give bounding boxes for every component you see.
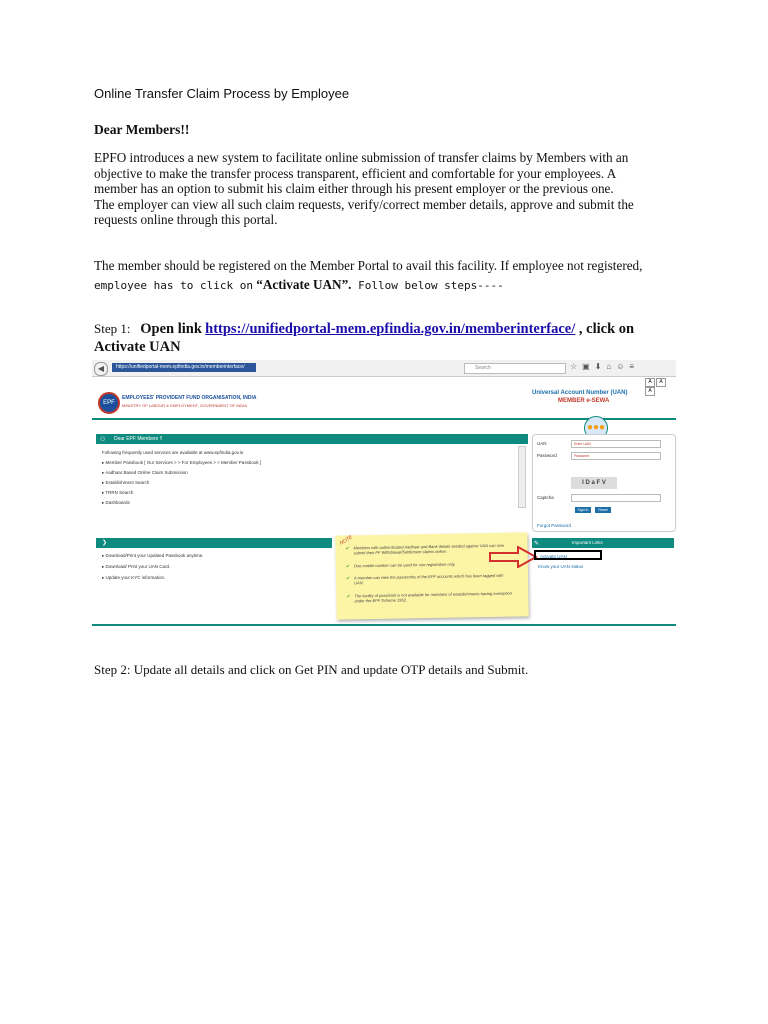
back-icon[interactable]: ◀ xyxy=(94,362,108,376)
people-icon: ⚇ xyxy=(100,437,106,443)
know-uan-link[interactable]: Know your UAN status xyxy=(538,564,584,569)
sign-in-button[interactable]: Sign In xyxy=(575,507,591,513)
link-icon: ✎ xyxy=(534,541,540,547)
important-links-label: Important Links xyxy=(572,540,603,545)
services-scrollbar[interactable] xyxy=(518,446,526,508)
browser-toolbar xyxy=(92,360,676,377)
member-line xyxy=(94,275,694,295)
uan-label: UAN xyxy=(537,441,547,446)
step-1-after: , click on xyxy=(575,321,635,337)
features-list xyxy=(102,550,204,583)
step-1 xyxy=(94,320,714,356)
services-item[interactable]: ▸ Establishment Search xyxy=(102,480,150,485)
font-size-buttons[interactable] xyxy=(644,378,676,396)
services-item[interactable]: ▸ Member Passbook [ Our Services > > For Employees > > Member Passbook ] xyxy=(102,460,262,465)
captcha-image: I D a F V xyxy=(571,477,617,489)
dear-members-bar xyxy=(96,434,528,444)
password-input[interactable]: Password xyxy=(571,452,661,460)
step-1-open: Open link xyxy=(140,321,202,337)
intro-line: member has an option to submit his claim either through his present employer or the previous one. xyxy=(94,181,614,196)
ministry-name: MINISTRY OF LABOUR & EMPLOYMENT, GOVERNMENT OF INDIA xyxy=(122,403,247,408)
member-paragraph xyxy=(94,256,694,295)
activate-uan-text: “Activate UAN”. xyxy=(252,277,352,292)
member-line-part: Follow below steps---- xyxy=(351,279,504,292)
step-1-activate: Activate UAN xyxy=(94,339,181,355)
greeting: Dear Members!! xyxy=(94,122,190,137)
note-point: ✔ The facility of passbook is not available for members of establishments having exemption under the EPF Scheme 1952. xyxy=(354,591,514,604)
footer-divider xyxy=(92,624,676,626)
intro-line: The employer can view all such claim requests, verify/correct member details, approve and submit the xyxy=(94,196,634,212)
step-2: Step 2: Update all details and click on Get PIN and update OTP details and Submit. xyxy=(94,662,529,677)
users-icon: ●●● xyxy=(584,416,608,440)
font-button[interactable]: A xyxy=(645,378,655,387)
password-label: Password xyxy=(537,453,557,458)
portal-link[interactable]: https://unifiedportal-mem.epfindia.gov.in/memberinterface/ xyxy=(205,321,576,337)
dear-bar-label: Dear EPF Members !! xyxy=(114,436,163,442)
browser-search[interactable]: Search xyxy=(464,363,566,374)
features-bar xyxy=(96,538,332,548)
services-item[interactable]: ▸ Dashboards xyxy=(102,500,130,505)
chevron-right-icon: ❯ xyxy=(102,540,108,546)
note-point: ✔ One mobile number can be used for one registration only. xyxy=(354,561,514,569)
epfo-logo-icon: EPF xyxy=(98,392,120,414)
services-item[interactable]: ▸ TRRN Search xyxy=(102,490,134,495)
important-links-bar xyxy=(532,538,674,548)
uan-title: Universal Account Number (UAN) xyxy=(532,390,628,396)
intro-line: objective to make the transfer process transparent, efficient and comfortable for your employees. A xyxy=(94,165,617,181)
uan-subtitle: MEMBER e-SEWA xyxy=(558,398,610,404)
org-name: EMPLOYEES' PROVIDENT FUND ORGANISATION, INDIA xyxy=(122,395,257,401)
login-box xyxy=(532,434,676,532)
features-item: ▸ Download/ Print your UAN Card. xyxy=(102,564,171,569)
member-line: The member should be registered on the Member Portal to avail this facility. If employee not registered, xyxy=(94,258,643,273)
portal-screenshot xyxy=(92,360,676,626)
red-arrow-icon xyxy=(488,546,538,568)
activate-uan-link[interactable]: Activate UAN xyxy=(534,550,602,560)
services-list xyxy=(102,448,261,508)
services-item[interactable]: ▸ Aadhaar Based Online Claim Submission xyxy=(102,470,188,475)
note-point: ✔ A member can view the passbooks of the EPF accounts which has been tagged with UAN. xyxy=(354,573,514,586)
step-1-label: Step 1: xyxy=(94,321,131,336)
features-item: ▸ Update your KYC information. xyxy=(102,575,166,580)
reset-button[interactable]: Reset xyxy=(595,507,611,513)
note-point: ✔ Members with authenticated Aadhaar and Bank details seeded against UAN can now submit their PF Withdrawal/Settlement claims online. xyxy=(353,543,513,556)
font-button[interactable]: A xyxy=(656,378,666,387)
address-bar[interactable]: https://unifiedportal-mem.epfindia.gov.in/memberinterface/ xyxy=(112,363,256,372)
browser-icons[interactable]: ☆▣⬇⌂☺≡ xyxy=(570,362,640,371)
intro-line: requests online through this portal. xyxy=(94,212,278,227)
note-tag: NOTE xyxy=(338,534,354,547)
intro-paragraph xyxy=(94,150,674,228)
forgot-password-link[interactable]: Forgot Password xyxy=(537,523,572,528)
uan-input[interactable]: Enter UAN xyxy=(571,440,661,448)
member-line-part: employee has to click on xyxy=(94,279,253,292)
font-button[interactable]: A xyxy=(645,387,655,396)
captcha-input[interactable] xyxy=(571,494,661,502)
document-heading: Online Transfer Claim Process by Employee xyxy=(94,86,350,101)
intro-line: EPFO introduces a new system to facilitate online submission of transfer claims by Members with an xyxy=(94,150,629,165)
features-item: ▸ Download/Print your Updated Passbook anytime. xyxy=(102,553,204,558)
services-item: Following frequently used services are available at www.epfindia.gov.in xyxy=(102,450,244,455)
captcha-label: Captcha xyxy=(537,495,554,500)
